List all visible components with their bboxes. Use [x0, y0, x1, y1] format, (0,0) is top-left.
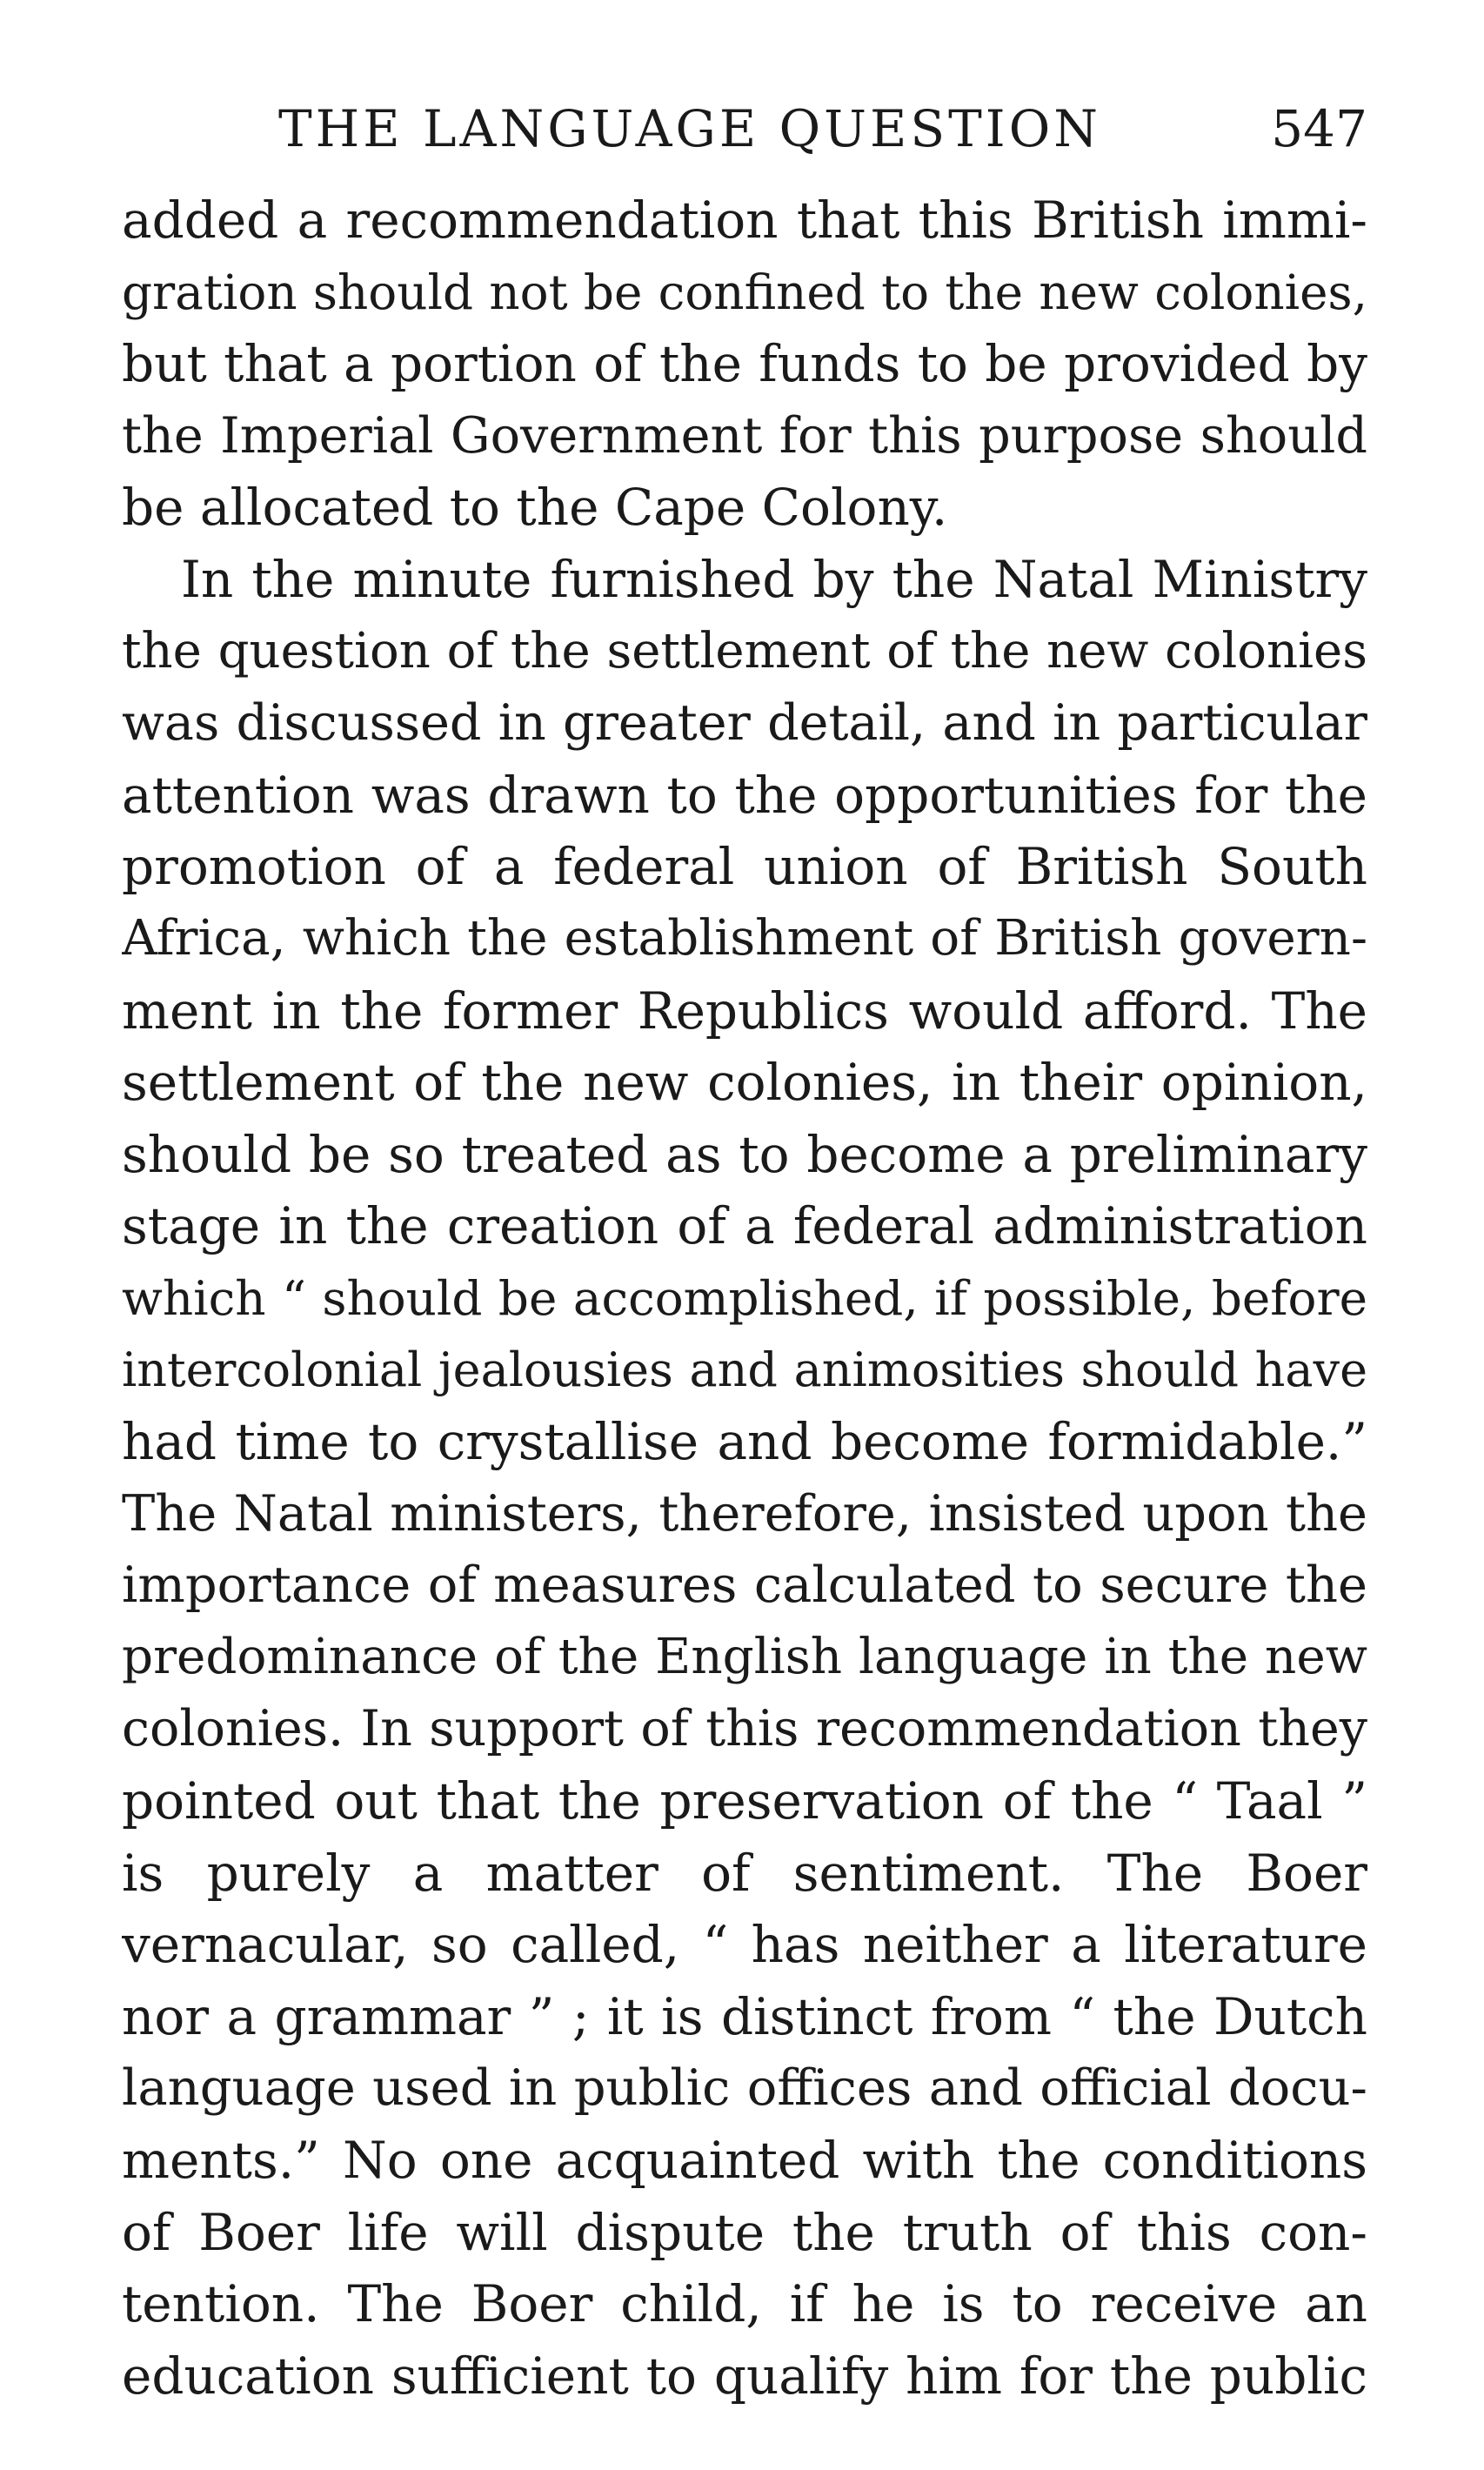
running-title: THE LANGUAGE QUESTION [278, 99, 1102, 158]
text-line: vernacular, so called, “ has neither a literature [122, 1915, 1367, 1975]
text-line: importance of measures calculated to secure the [122, 1556, 1367, 1615]
text-line: pointed out that the preservation of the “ Taal ” [122, 1771, 1367, 1831]
text-line: but that a portion of the funds to be provided by [122, 334, 1367, 394]
text-line: promotion of a federal union of British South [122, 837, 1367, 897]
text-line: ment in the former Republics would afford. The [122, 981, 1367, 1041]
text-line: education sufficient to qualify him for the public [122, 2346, 1367, 2406]
text-line: attention was drawn to the opportunities for the [122, 765, 1367, 825]
text-line: settlement of the new colonies, in their opinion, [122, 1053, 1367, 1113]
text-line: is purely a matter of sentiment. The Boer [122, 1843, 1367, 1903]
paragraph-start-line: In the minute furnished by the Natal Ministry [181, 549, 1367, 609]
text-line: tention. The Boer child, if he is to receive an [122, 2274, 1367, 2334]
text-line: predominance of the English language in the new [122, 1628, 1367, 1685]
text-line: be allocated to the Cape Colony. [122, 478, 948, 538]
text-line: Africa, which the establishment of British govern- [122, 909, 1367, 967]
text-line: nor a grammar ” ; it is distinct from “ the Dutch [122, 1986, 1367, 2046]
page-number: 547 [1271, 99, 1367, 158]
text-line: the Imperial Government for this purpose should [122, 406, 1367, 465]
text-line: stage in the creation of a federal administration [122, 1196, 1367, 1256]
text-line: added a recommendation that this British immi- [122, 191, 1367, 250]
text-line: language used in public offices and official docu- [122, 2058, 1367, 2118]
text-line: gration should not be confined to the new colonies, [122, 264, 1367, 320]
text-line: of Boer life will dispute the truth of this con- [122, 2202, 1367, 2262]
text-line: should be so treated as to become a preliminary [122, 1124, 1367, 1184]
body-text [122, 184, 1367, 2412]
text-line: was discussed in greater detail, and in particular [122, 694, 1367, 753]
text-line: colonies. In support of this recommendation they [122, 1700, 1367, 1758]
text-line: intercolonial jealousies and animosities should have [122, 1342, 1367, 1397]
text-line: The Natal ministers, therefore, insisted upon the [122, 1483, 1367, 1543]
text-line: which “ should be accomplished, if possible, before [122, 1269, 1367, 1326]
page-header [122, 94, 1367, 164]
text-line: ments.” No one acquainted with the conditions [122, 2131, 1367, 2191]
text-line: had time to crystallise and become formidable.” [122, 1412, 1367, 1472]
text-line: the question of the settlement of the new colonies [122, 622, 1367, 679]
